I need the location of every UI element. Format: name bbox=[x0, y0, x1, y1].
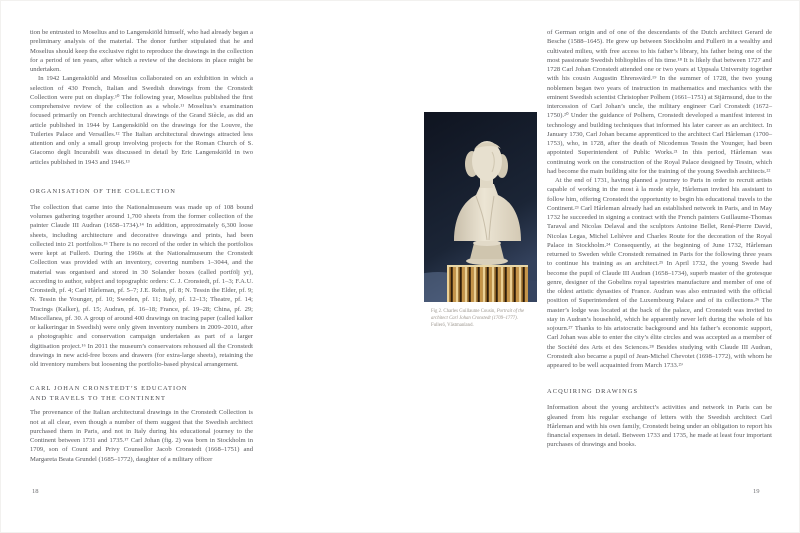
figure-caption-label: Fig 2. Charles Guillaume Cousin, bbox=[431, 309, 496, 314]
paragraph: The provenance of the Italian architectural drawings in the Cronstedt Collection is not at all clear, even though a number of them suggest that the Swedish architect purchased them in Paris, and not in Italy during his educational journey to the Continent between 1731 and 1735.¹⁷ Carl Johan (fig. 2) was born in Stockholm in 1709, son of Count and Privy Counsellor Jacob Cronstedt (1668–1751) and Margareta Beata Grundel (1685–1772), daughter of a military officer bbox=[30, 409, 253, 463]
paragraph: The collection that came into the Nationalmuseum was made up of 108 bound volumes gathering together around 1,700 sheets from the former collection of the painter Claude III Audran (1658–1734).¹⁴ In addition, approximately 6,300 loose sheets, including architecture and decorative drawings and prints, had been collected into 21 portfolios.¹⁵ There is no record of the order in which the portfolios were kept at Fullerö. During the 1960s at the Nationalmuseum the Cronstedt Collection was provided with an inventory, covering numbers 1–3044, and the material was organised and stored in 30 Solander boxes (called portfölj yr), according to author, subject and topographic orders: C. J. Cronstedt, pf. 1–3; F.A.U. Cronstedt, pf. 4; Carl Hårleman, pf. 5–7; J.E. Rehn, pf. 8; N. Tessin the Elder, pf. 9; N. Tessin the Younger, pf. 10; Sweden, pf. 11; Italy, pf. 12–13; Theatre, pf. 14; Tracings (Kalker), pf. 15; Audran, pf. 16–18; France, pf. 19–28; China, pf. 29; Miscellanea, pf. 30. A group of around 400 drawings on tracing paper (called kalker or kalkeringar in Swedish) were only given inventory numbers in 2009–2010, after a photographic and conservation campaign undertaken as part of a larger digitisation project.¹⁶ In 2011 the museum’s conservators rehoused all the Cronstedt drawings in new acid-free boxes and drawers (for extra-large sheets), retaining the old inventory numbers but loosening the portfolio-based physical arrangement. bbox=[30, 203, 253, 368]
page-number-right: 19 bbox=[753, 488, 760, 495]
paragraph: tion be entrusted to Moselius and to Langenskiöld himself, who had already began a preliminary analysis of the material. The donor further stipulated that he and Moselius should keep the exclusive right to reproduce the drawings in the collection for a period of ten years, after which a review of the decisions in place might be undertaken. bbox=[30, 29, 253, 73]
paragraph: of German origin and of one of the descendants of the Dutch architect Gerard de Besche (1588–1645). He grew up between Stockholm and Fullerö in a wealthy and cultivated milieu, with free access to his father’s library, his father being one of the most passionate Swedish bibliophiles of his time.¹⁸ It is likely that between 1727 and 1728 Carl Johan Cronstedt attended one or two years at Uppsala University together with his cousin Augustin Ehrensvärd.¹⁹ In the summer of 1728, the two young noblemen began two years of instruction in mathematics and mechanics with the eminent Swedish scientist Christopher Polhem (1661–1751) at Stjärnsund, due to the intercession of Carl Johan’s uncle, the military engineer Carl Cronstedt (1672–1750).²⁰ Under the guidance of Polhem, Cronstedt developed a manifest interest in technology and building techniques that informed his later career as an architect. In January 1730, Carl Johan became apprenticed to the architect Carl Hårleman (1700–1753), who, in 1728, after the death of Nicodemus Tessin the Younger, had been appointed Superintendent of Public Works.²¹ In this period, Hårleman was continuing work on the construction of the Royal Palace designed by Tessin, which had become the main building site for the training of the young Swedish architects.²² bbox=[547, 29, 772, 175]
figure-caption-title: Portrait of the architect Carl Johan Cronstedt (1709–1777). bbox=[431, 309, 525, 321]
section-heading-acquiring-drawings: ACQUIRING DRAWINGS bbox=[547, 388, 639, 396]
bust-image bbox=[424, 112, 537, 302]
section-heading-line: AND TRAVELS TO THE CONTINENT bbox=[30, 395, 167, 403]
figure-photo bbox=[424, 112, 537, 302]
figure-caption-location: Fullerö, Västmanland. bbox=[431, 323, 474, 328]
section-heading-line: CARL JOHAN CRONSTEDT’S EDUCATION bbox=[30, 385, 188, 393]
section-heading-education bbox=[30, 384, 253, 404]
right-text-column bbox=[547, 28, 772, 450]
section-heading-organisation: ORGANISATION OF THE COLLECTION bbox=[30, 187, 176, 195]
paragraph: Information about the young architect’s activities and network in Paris can be gleaned from his regular exchange of letters with the Swedish architect Carl Hårleman and with his own family, Cronstedt being under an obligation to report his financial expenses in detail. Between 1733 and 1735, he made at least four important purchases of drawings and books. bbox=[547, 404, 772, 449]
paragraph: In 1942 Langenskiöld and Moselius collaborated on an exhibition in which a selection of 430 French, Italian and Swedish drawings from the Cronstedt Collection were put on display.¹⁰ The following year, Moselius published the first comprehensive review of the collection as a whole.¹¹ Moselius’s examination focused primarily on French architectural drawings of the Grand Siècle, as did an article published in 1944 by Langenskiöld on the drawings for the Louvre, the Tuileries Palace and Versailles.¹² The Italian architectural drawings attracted less attention and only a small group involving projects for the Roman Church of S. Giacomo degli Incurabili was discussed in detail by Eric Langenskiöld in two articles published in 1943 and 1946.¹³ bbox=[30, 75, 253, 166]
paragraph: At the end of 1731, having planned a journey to Paris in order to recruit artists capable of working in the most à la mode style, Hårleman invited his assistant to follow him, offering Cronstedt the opportunity to begin his educational travels to the Continent.²³ Carl Hårleman already had an established network in Paris, and in May 1732 he succeeded in signing a contract with the French painters Guillaume-Thomas Taraval and Nicolas Delaval and the sculptors Antoine Bellet, René-Pierre David, Nicolas Legas, Michel Lelièvre and Charles Route for the decoration of the Royal Palace in Stockholm.²⁴ Consequently, at the beginning of June 1732, Hårleman returned to Sweden while Cronstedt remained in Paris for the following three years to continue his training as an architect.²⁵ In April 1732, the young Swede had become the pupil of Claude III Audran (1658–1734), superb master of the grotesque genre, designer of the Gobelins royal tapestries manufacture and member of one of the oldest artistic dynasties of France. Audran was also entrusted with the official position of Superintendent of the Luxembourg Palace and of its collections.²⁶ The master’s lodge was located at the back of the palace, and Cronstedt was invited to stay in Audran’s household, which he apparently never left during the whole of his sojourn.²⁷ Thanks to his aristocratic background and his father’s economic support, Carl Johan was able to enter the city’s élite circles and was accepted as a member of the Société des Arts et des Sciences.²⁸ Besides studying with Claude III Audran, Cronstedt also became a pupil of Jean-Michel Chevotet (1698–1772), with whom he appeared to be well acquainted from March 1733.²⁹ bbox=[547, 177, 772, 369]
left-text-column bbox=[30, 28, 253, 464]
figure-caption bbox=[431, 308, 530, 329]
page-number-left: 18 bbox=[32, 488, 39, 495]
